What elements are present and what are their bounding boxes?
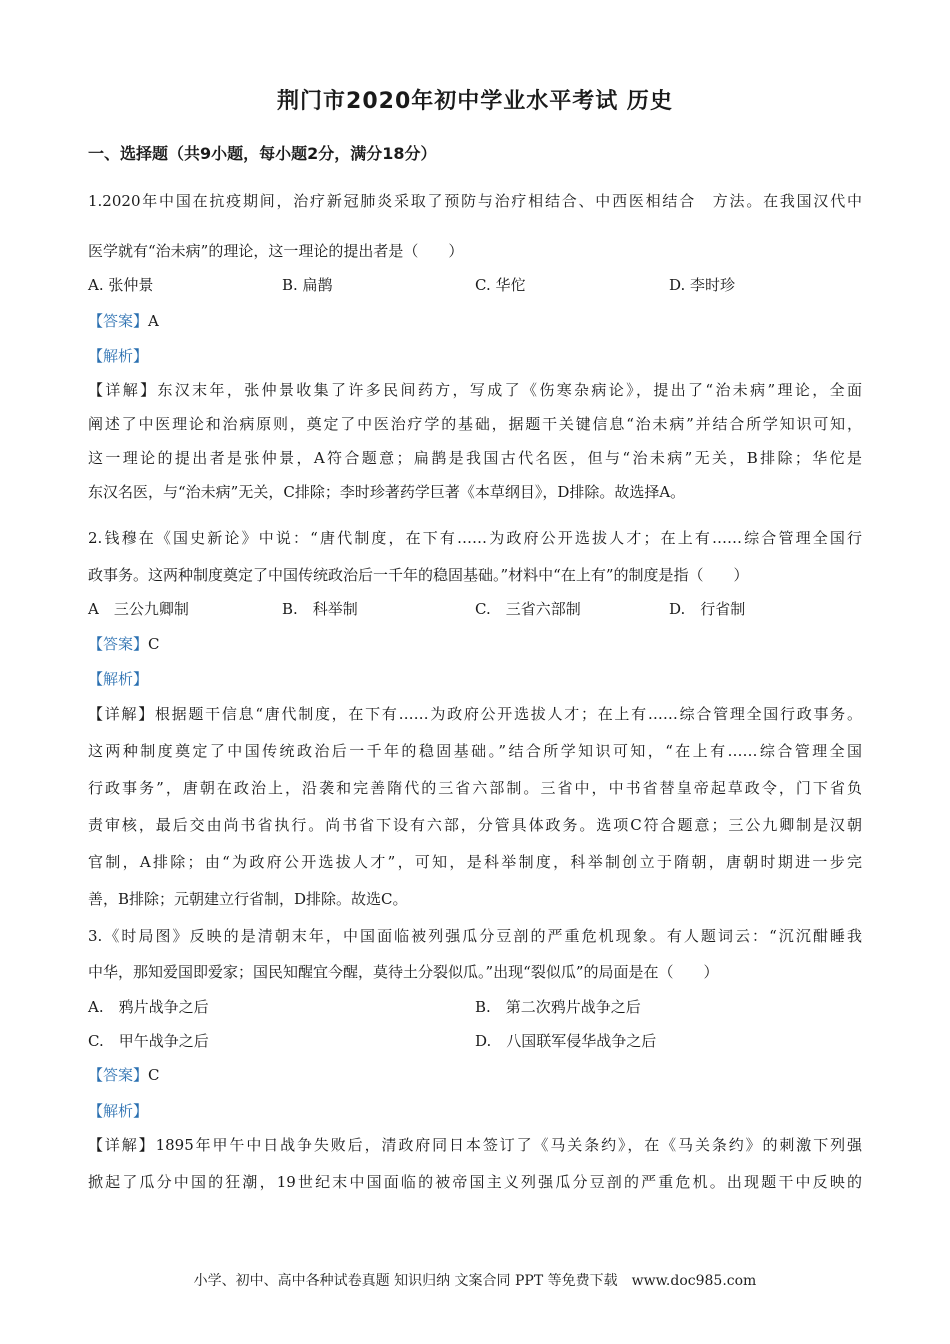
q3-analysis-label: 【解析】 — [88, 1102, 149, 1120]
q1-detail-line-4: 东汉名医，与“治未病”无关，C排除；李时珍著药学巨著《本草纲目》，D排除。故选择A。 — [88, 483, 686, 501]
q1-stem-line-1: 1.2020年中国在抗疫期间，治疗新冠肺炎采取了预防与治疗相结合、中西医相结合 方法。在我国汉代中 — [88, 192, 862, 210]
q1-option-c: C. 华佗 — [475, 276, 526, 294]
q1-option-b: B. 扁鹊 — [282, 276, 333, 294]
q3-stem-line-2: 中华，那知爱国即爱家；国民知醒宜今醒，莫待土分裂似瓜。”出现“裂似瓜”的局面是在（ ） — [88, 963, 719, 981]
q2-answer — [88, 633, 160, 654]
section-heading: 一、选择题（共9小题，每小题2分，满分18分） — [88, 144, 437, 163]
q3-answer-value: C — [148, 1066, 160, 1084]
q3-option-d: D. 八国联军侵华战争之后 — [475, 1032, 657, 1050]
q3-answer — [88, 1064, 160, 1085]
q1-answer — [88, 310, 159, 331]
q1-detail-line-3: 这一理论的提出者是张仲景，A符合题意；扁鹊是我国古代名医，但与“治未病”无关，B排除；华佗是 — [88, 449, 862, 467]
answer-label: 【答案】 — [88, 635, 149, 653]
detail-label: 【详解】 — [88, 1136, 156, 1154]
q3-stem-line-1: 3.《时局图》反映的是清朝末年，中国面临被列强瓜分豆剖的严重危机现象。有人题词云：“沉沉酣睡我 — [88, 927, 862, 945]
q3-option-c: C. 甲午战争之后 — [88, 1032, 209, 1050]
q1-detail-text-1: 东汉末年，张仲景收集了许多民间药方，写成了《伤寒杂病论》，提出了“治未病”理论，全面 — [157, 381, 862, 399]
q2-detail-line-6: 善，B排除；元朝建立行省制，D排除。故选C。 — [88, 890, 408, 908]
detail-label: 【详解】 — [88, 705, 155, 723]
answer-label: 【答案】 — [88, 312, 149, 330]
page-title: 荆门市2020年初中学业水平考试 历史 — [277, 89, 673, 114]
q3-option-b: B. 第二次鸦片战争之后 — [475, 998, 641, 1016]
q2-detail-line-1 — [88, 703, 862, 724]
q2-detail-line-2: 这两种制度奠定了中国传统政治后一千年的稳固基础。”结合所学知识可知，“在上有……综合管理全国 — [88, 742, 862, 760]
q2-detail-line-4: 责审核，最后交由尚书省执行。尚书省下设有六部，分管具体政务。选项C符合题意；三公九卿制是汉朝 — [88, 816, 862, 834]
q1-answer-value: A — [148, 312, 159, 330]
q2-stem-line-2: 政事务。这两种制度奠定了中国传统政治后一千年的稳固基础。”材料中“在上有”的制度是指（ ） — [88, 566, 749, 584]
q3-detail-line-1 — [88, 1134, 862, 1155]
q1-detail-line-2: 阐述了中医理论和治病原则，奠定了中医治疗学的基础，据题干关键信息“治未病”并结合所学知识可知， — [88, 415, 862, 433]
q2-detail-line-5: 官制，A排除；由“为政府公开选拔人才”，可知，是科举制度，科举制创立于隋朝，唐朝时期进一步完 — [88, 853, 862, 871]
q3-detail-line-2: 掀起了瓜分中国的狂潮，19世纪末中国面临的被帝国主义列强瓜分豆剖的严重危机。出现题干中反映的 — [88, 1173, 862, 1191]
q1-stem-line-2: 医学就有“治未病”的理论，这一理论的提出者是（ ） — [88, 242, 464, 260]
q2-stem-line-1: 2.钱穆在《国史新论》中说：“唐代制度，在下有……为政府公开选拔人才；在上有……综合管理全国行 — [88, 529, 862, 547]
q2-option-d: D. 行省制 — [669, 600, 746, 618]
footer-text: 小学、初中、高中各种试卷真题 知识归纳 文案合同 PPT 等免费下载 www.doc985.com — [193, 1273, 757, 1289]
q3-detail-text-1: 1895年甲午中日战争失败后，清政府同日本签订了《马关条约》，在《马关条约》的刺激下列强 — [155, 1136, 862, 1154]
q1-analysis-label: 【解析】 — [88, 347, 149, 365]
q1-detail-line-1 — [88, 379, 862, 400]
q1-option-a: A. 张仲景 — [88, 276, 154, 294]
q2-answer-value: C — [148, 635, 160, 653]
detail-label: 【详解】 — [88, 381, 158, 399]
q2-option-a: A 三公九卿制 — [88, 600, 189, 618]
q2-option-c: C. 三省六部制 — [475, 600, 581, 618]
q2-detail-line-3: 行政事务”，唐朝在政治上，沿袭和完善隋代的三省六部制。三省中，中书省替皇帝起草政令，门下省负 — [88, 779, 862, 797]
q2-option-b: B. 科举制 — [282, 600, 358, 618]
answer-label: 【答案】 — [88, 1066, 149, 1084]
q2-analysis-label: 【解析】 — [88, 670, 149, 688]
q3-option-a: A. 鸦片战争之后 — [88, 998, 209, 1016]
q1-option-d: D. 李时珍 — [669, 276, 736, 294]
q2-detail-text-1: 根据题干信息“唐代制度，在下有……为政府公开选拔人才；在上有……综合管理全国行政事务。 — [154, 705, 862, 723]
